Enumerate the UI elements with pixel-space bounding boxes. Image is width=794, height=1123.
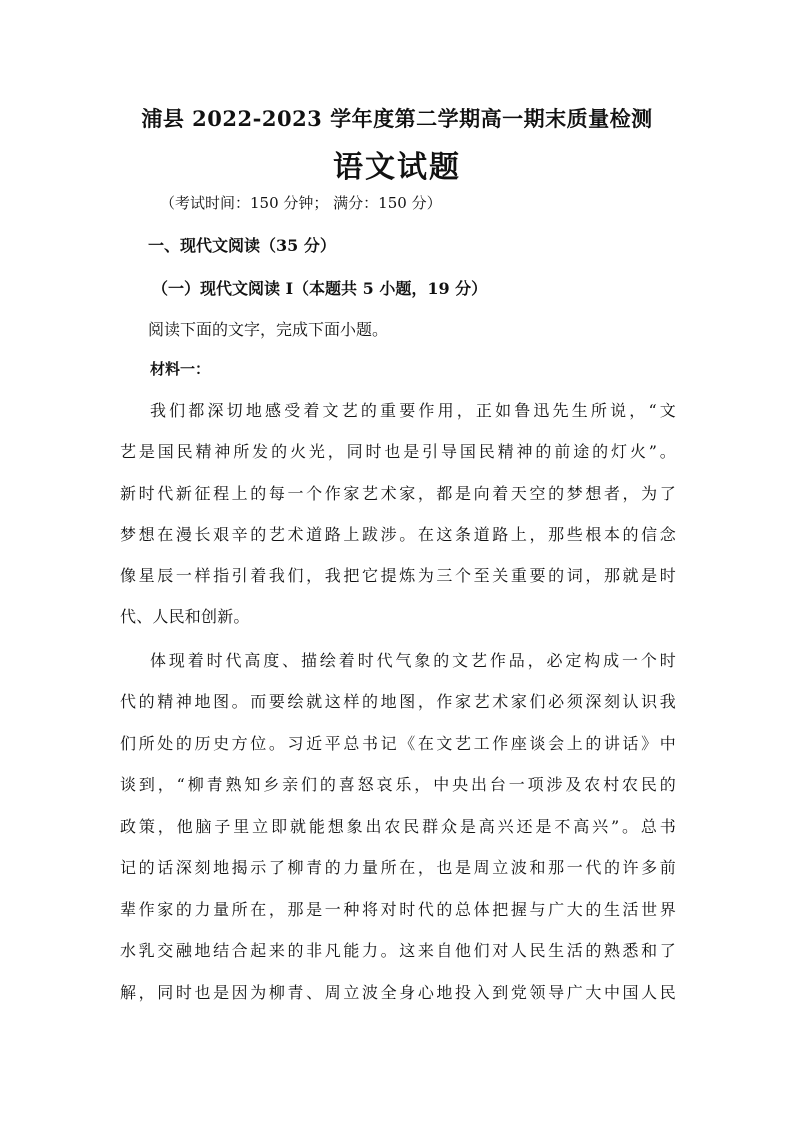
paragraph-line: 像星辰一样指引着我们，我把它提炼为三个至关重要的词，那就是时 xyxy=(120,566,676,585)
paragraph-line: 我们都深切地感受着文艺的重要作用，正如鲁迅先生所说，“文 xyxy=(150,401,676,420)
paragraph-line: 体现着时代高度、描绘着时代气象的文艺作品，必定构成一个时 xyxy=(150,651,676,670)
paragraph-line: 们所处的历史方位。习近平总书记《在文艺工作座谈会上的讲话》中 xyxy=(120,734,676,753)
exam-info: （考试时间：150 分钟； 满分：150 分） xyxy=(160,194,442,212)
subject-title: 语文试题 xyxy=(333,150,461,185)
paragraph-line: 政策，他脑子里立即就能想象出农民群众是高兴还是不高兴”。总书 xyxy=(120,817,676,836)
paragraph-line: 水乳交融地结合起来的非凡能力。这来自他们对人民生活的熟悉和了 xyxy=(120,941,676,960)
paragraph-line: 记的话深刻地揭示了柳青的力量所在，也是周立波和那一代的许多前 xyxy=(120,858,676,877)
paragraph-line: 辈作家的力量所在，那是一种将对时代的总体把握与广大的生活世界 xyxy=(120,900,676,919)
subsection-heading: （一）现代文阅读 I（本题共 5 小题，19 分） xyxy=(152,279,488,298)
paragraph-line: 谈到，“柳青熟知乡亲们的喜怒哀乐，中央出台一项涉及农村农民的 xyxy=(120,775,676,794)
material-label: 材料一： xyxy=(150,360,211,378)
reading-instruction: 阅读下面的文字，完成下面小题。 xyxy=(148,320,389,339)
paragraph-line: 新时代新征程上的每一个作家艺术家，都是向着天空的梦想者，为了 xyxy=(120,484,676,503)
paragraph-line: 梦想在漫长艰辛的艺术道路上跋涉。在这条道路上，那些根本的信念 xyxy=(120,525,676,544)
exam-title: 浦县 2022-2023 学年度第二学期高一期末质量检测 xyxy=(141,106,653,131)
paragraph-line: 解，同时也是因为柳青、周立波全身心地投入到党领导广大中国人民 xyxy=(120,983,676,1002)
paragraph-line: 代、人民和创新。 xyxy=(120,607,250,626)
paragraph-line: 艺是国民精神所发的火光，同时也是引导国民精神的前途的灯火”。 xyxy=(120,442,676,461)
section-heading: 一、现代文阅读（35 分） xyxy=(148,236,336,255)
paragraph-line: 代的精神地图。而要绘就这样的地图，作家艺术家们必须深刻认识我 xyxy=(120,692,676,711)
